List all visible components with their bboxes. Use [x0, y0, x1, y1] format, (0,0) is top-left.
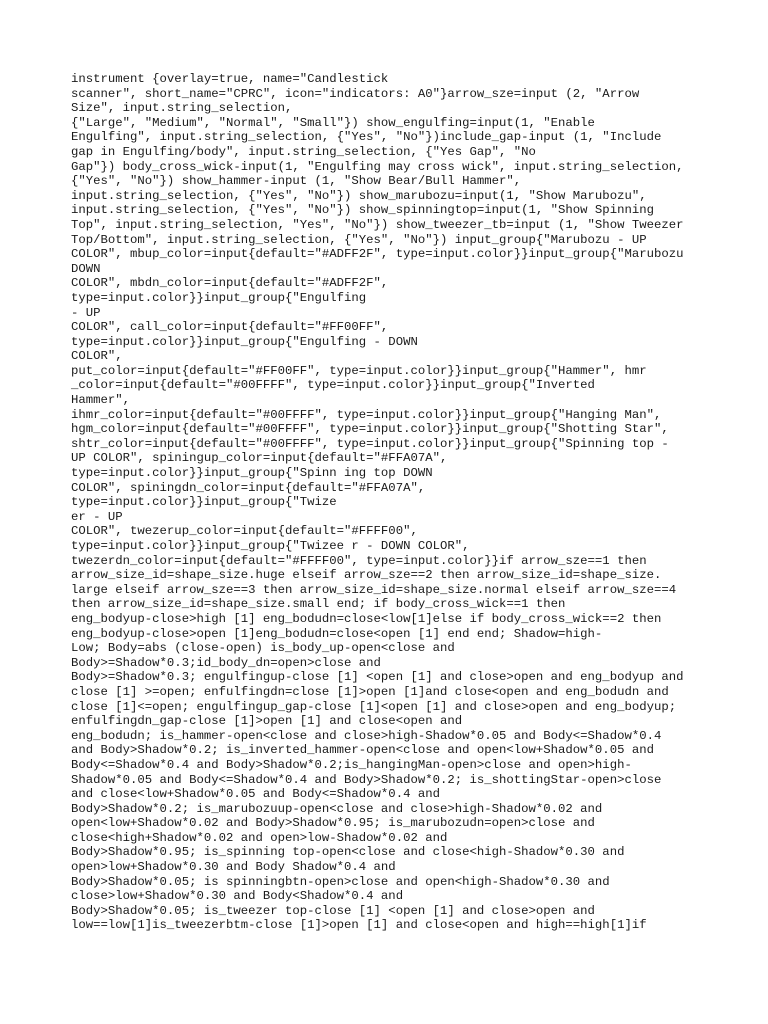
code-line: Top", input.string_selection, "Yes", "No"}) show_tweezer_tb=input (1, "Show Tweezer: [71, 217, 684, 232]
code-line: Size", input.string_selection,: [71, 101, 293, 116]
code-line: close [1] >=open; enfulfingdn=close [1]>open [1]and close<open and eng_bodudn and: [71, 684, 669, 699]
code-line: Gap"}) body_cross_wick-input(1, "Engulfing may cross wick", input.string_selection,: [71, 159, 684, 174]
code-line: arrow_size_id=shape_size.huge elseif arrow_sze==2 then arrow_size_id=shape_size.: [71, 568, 662, 583]
code-line: COLOR", spiningdn_color=input{default="#FFA07A",: [71, 480, 426, 495]
code-line: Body>=Shadow*0.3; engulfingup-close [1] <open [1] and close>open and eng_bodyup and: [71, 670, 684, 685]
code-line: type=input.color}}input_group{"Engulfing - DOWN: [71, 334, 418, 349]
code-line: er - UP: [71, 509, 123, 524]
code-line: Body>Shadow*0.95; is_spinning top-open<close and close<high-Shadow*0.30 and: [71, 845, 625, 860]
code-line: input.string_selection, {"Yes", "No"}) show_marubozu=input(1, "Show Marubozu",: [71, 188, 647, 203]
code-line: eng_bodyup-close>high [1] eng_bodudn=close<low[1]else if body_cross_wick==2 then: [71, 611, 662, 626]
code-line: scanner", short_name="CPRC", icon="indicators: A0"}arrow_sze=input (2, "Arrow: [71, 86, 640, 101]
code-line: - UP: [71, 305, 101, 320]
code-line: eng_bodyup-close>open [1]eng_bodudn=close<open [1] end end; Shadow=high-: [71, 626, 603, 641]
code-line: ihmr_color=input{default="#00FFFF", type=input.color}}input_group{"Hanging Man",: [71, 407, 662, 422]
code-text-block: [71, 72, 701, 933]
code-line: shtr_color=input{default="#00FFFF", type=input.color}}input_group{"Spinning top -: [71, 436, 669, 451]
code-line: type=input.color}}input_group{"Spinn ing top DOWN: [71, 466, 433, 481]
code-line: type=input.color}}input_group{"Twizee r - DOWN COLOR",: [71, 539, 470, 553]
code-line: type=input.color}}input_group{"Engulfing: [71, 290, 367, 305]
code-line: Engulfing", input.string_selection, {"Yes", "No"})include_gap-input (1, "Include: [71, 130, 662, 145]
code-line: Body>Shadow*0.2; is_marubozuup-open<close and close>high-Shadow*0.02 and: [71, 801, 603, 816]
code-line: type=input.color}}input_group{"Twize: [71, 495, 337, 510]
code-line: {"Yes", "No"}) show_hammer-input (1, "Show Bear/Bull Hammer",: [71, 174, 522, 189]
code-line: and Body>Shadow*0.2; is_inverted_hammer-open<close and open<low+Shadow*0.05 and: [71, 743, 654, 758]
code-line: then arrow_size_id=shape_size.small end; if body_cross_wick==1 then: [71, 597, 566, 612]
code-line: Body>Shadow*0.05; is_tweezer top-close [1] <open [1] and close>open and: [71, 903, 595, 918]
code-line: {"Large", "Medium", "Normal", "Small"}) show_engulfing=input(1, "Enable: [71, 115, 595, 130]
code-line: put_color=input{default="#FF00FF", type=input.color}}input_group{"Hammer", hmr: [71, 363, 647, 378]
code-line: and close<low+Shadow*0.05 and Body<=Shadow*0.4 and: [71, 787, 440, 802]
code-line: open<low+Shadow*0.02 and Body>Shadow*0.95; is_marubozudn=open>close and: [71, 816, 595, 831]
code-line: enfulfingdn_gap-close [1]>open [1] and close<open and: [71, 714, 463, 729]
code-line: close>low+Shadow*0.30 and Body<Shadow*0.4 and: [71, 889, 404, 904]
code-line: _color=input{default="#00FFFF", type=input.color}}input_group{"Inverted: [71, 378, 595, 393]
code-line: COLOR", mbup_color=input{default="#ADFF2F", type=input.color}}input_group{"Marubozu: [71, 247, 684, 262]
code-line: instrument {overlay=true, name="Candlestick: [71, 72, 389, 86]
code-line: Low; Body=abs (close-open) is_body_up-open<close and: [71, 641, 455, 656]
code-line: COLOR", mbdn_color=input{default="#ADFF2F",: [71, 276, 389, 291]
code-line: Top/Bottom", input.string_selection, {"Yes", "No"}) input_group{"Marubozu - UP: [71, 232, 647, 247]
code-line: UP COLOR", spiningup_color=input{default="#FFA07A",: [71, 451, 448, 466]
code-line: eng_bodudn; is_hammer-open<close and close>high-Shadow*0.05 and Body<=Shadow*0.4: [71, 728, 662, 743]
code-line: open>low+Shadow*0.30 and Body Shadow*0.4 and: [71, 860, 396, 875]
code-line: hgm_color=input{default="#00FFFF", type=input.color}}input_group{"Shotting Star",: [71, 422, 669, 437]
code-line: input.string_selection, {"Yes", "No"}) show_spinningtop=input(1, "Show Spinning: [71, 203, 654, 218]
code-line: twezerdn_color=input{default="#FFFF00", type=input.color}}if arrow_sze==1 then: [71, 553, 647, 568]
code-line: DOWN: [71, 261, 101, 276]
code-line: close [1]<=open; engulfingup_gap-close [1]<open [1] and close>open and eng_bodyup;: [71, 699, 677, 714]
code-line: COLOR", twezerup_color=input{default="#FFFF00",: [71, 524, 418, 539]
code-line: low==low[1]is_tweezerbtm-close [1]>open [1] and close<open and high==high[1]if: [71, 918, 647, 933]
code-line: Shadow*0.05 and Body<=Shadow*0.4 and Body>Shadow*0.2; is_shottingStar-open>close: [71, 772, 662, 787]
code-line: close<high+Shadow*0.02 and open>low-Shadow*0.02 and: [71, 830, 448, 845]
code-line: Body>=Shadow*0.3;id_body_dn=open>close and: [71, 655, 381, 670]
code-line: Body>Shadow*0.05; is spinningbtn-open>close and open<high-Shadow*0.30 and: [71, 874, 610, 889]
code-line: Body<=Shadow*0.4 and Body>Shadow*0.2;is_hangingMan-open>close and open>high-: [71, 757, 632, 772]
code-line: large elseif arrow_sze==3 then arrow_size_id=shape_size.normal elseif arrow_sze==4: [71, 582, 677, 597]
code-line: COLOR", call_color=input{default="#FF00FF",: [71, 320, 389, 335]
code-line: Hammer",: [71, 393, 131, 408]
code-line: gap in Engulfing/body", input.string_selection, {"Yes Gap", "No: [71, 144, 536, 159]
code-line: COLOR",: [71, 349, 123, 364]
